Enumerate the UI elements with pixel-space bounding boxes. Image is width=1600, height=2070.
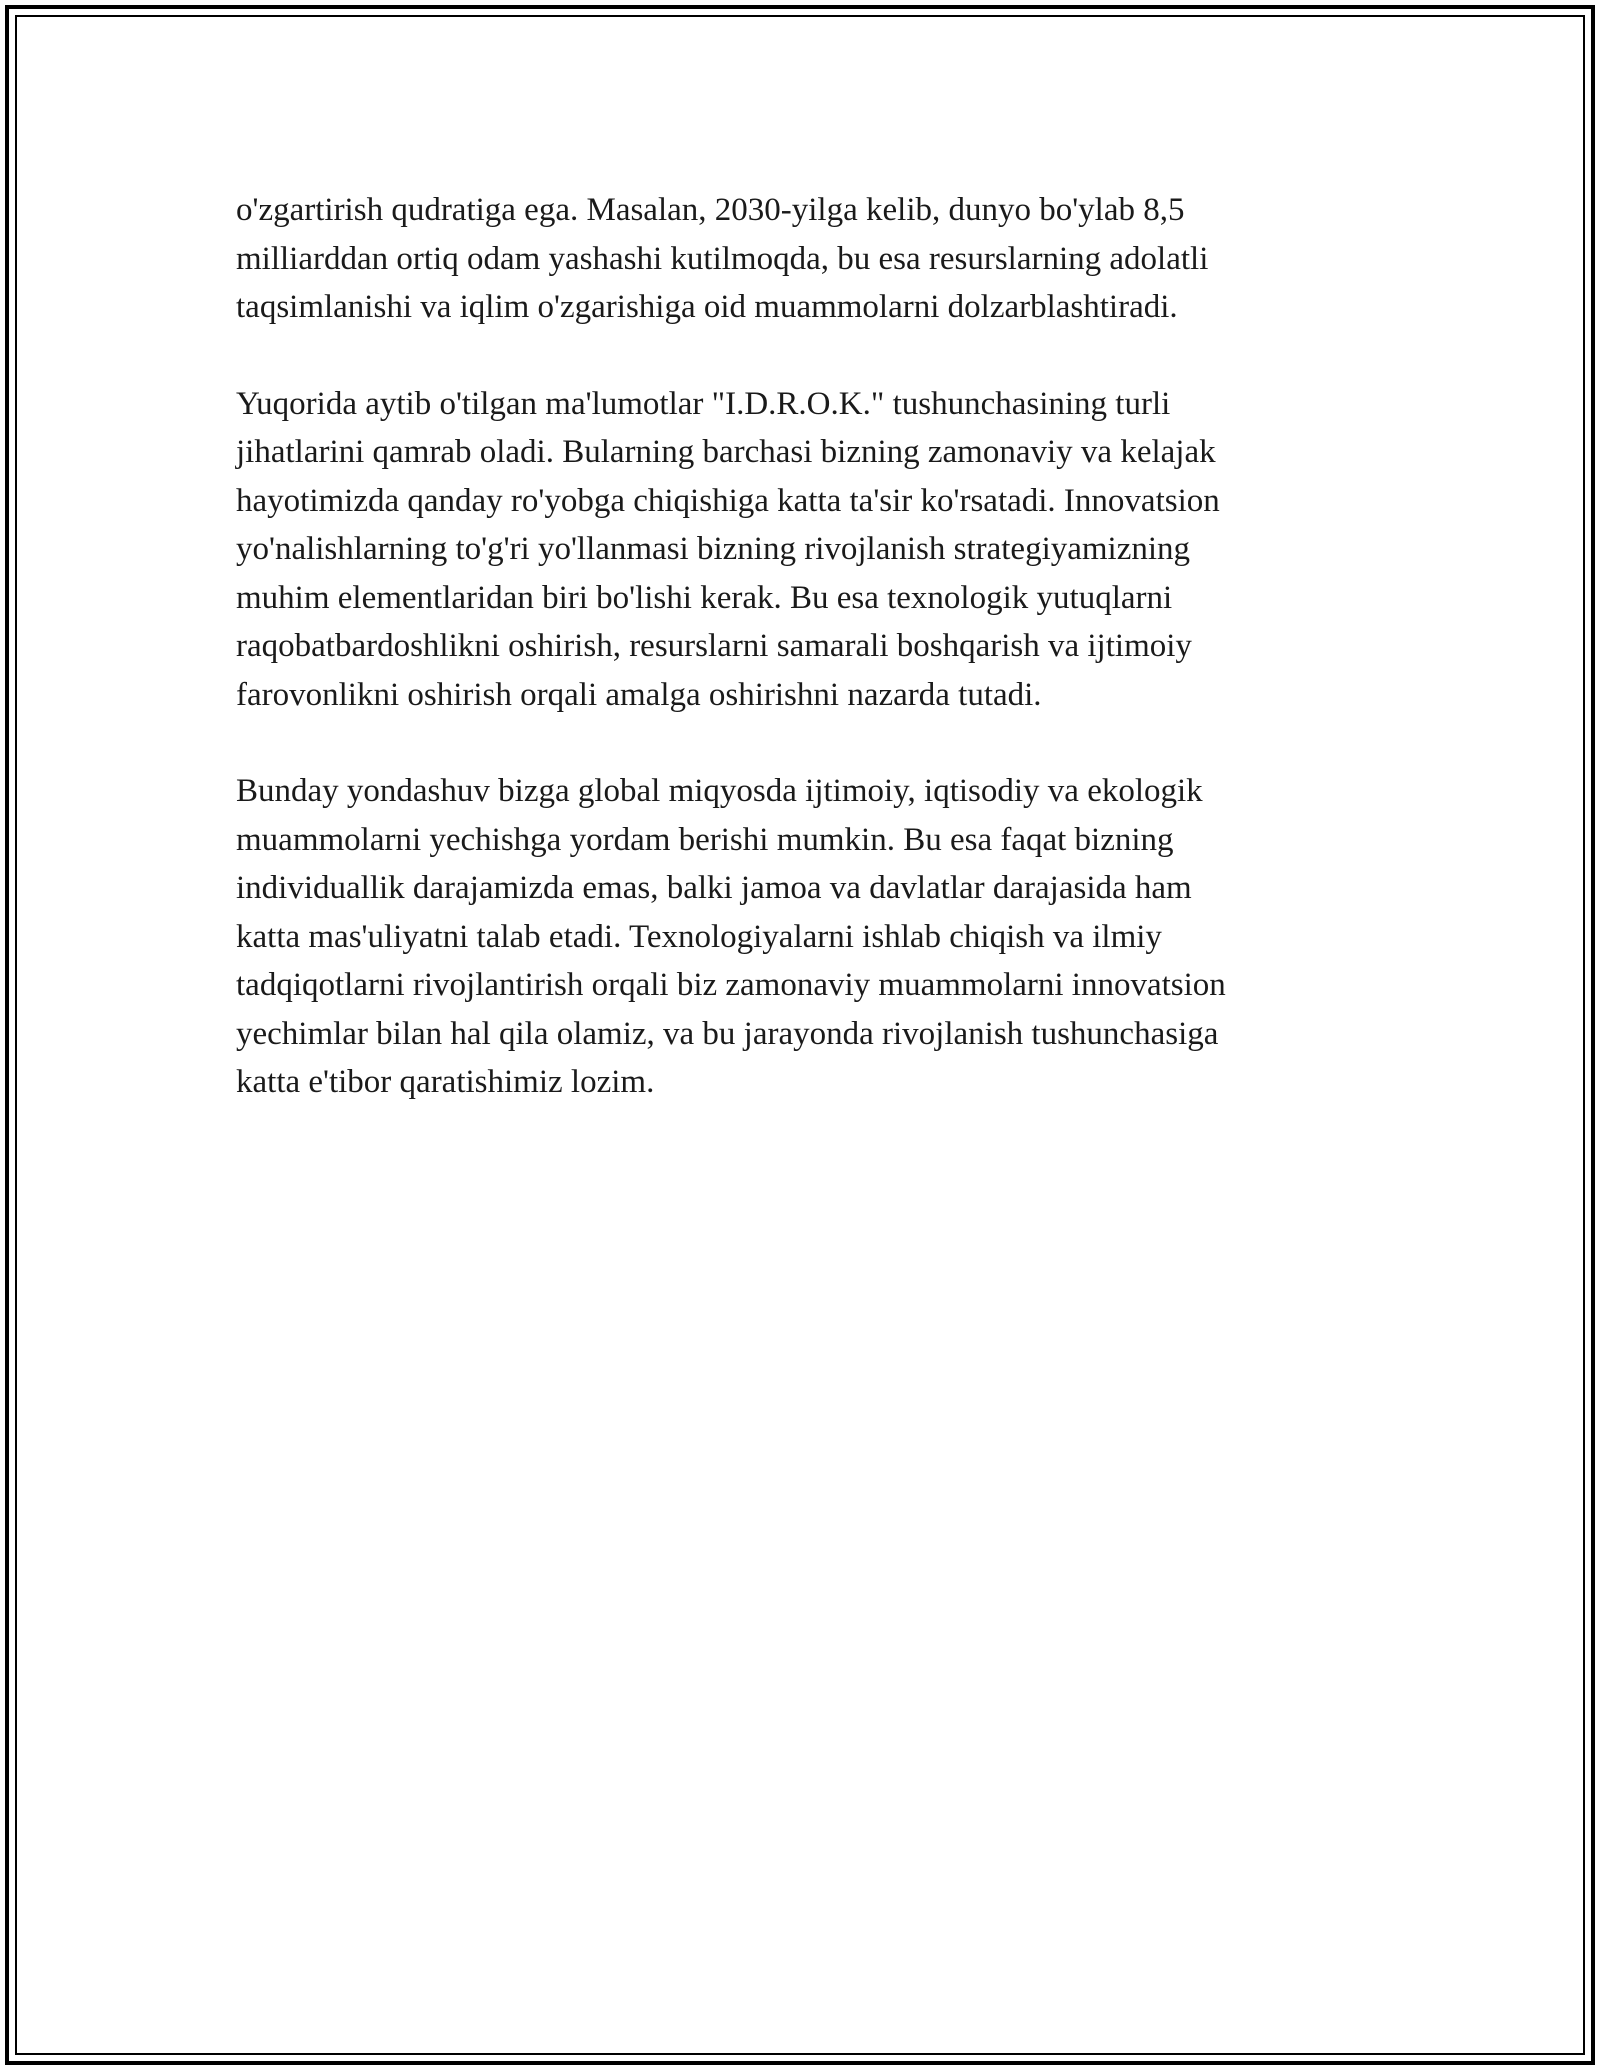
document-body [236,186,1366,1155]
paragraph-1: o'zgartirish qudratiga ega. Masalan, 2030-yilga kelib, dunyo bo'ylab 8,5 milliarddan ortiq odam yashashi kutilmoqda, bu esa resurslarning adolatli taqsimlanishi va iqlim o'zgarishiga oid muammolarni dolzarblashtiradi. [236,192,1209,325]
paragraph-3: Bunday yondashuv bizga global miqyosda ijtimoiy, iqtisodiy va ekologik muammolarni yechishga yordam berishi mumkin. Bu esa faqat bizning individuallik darajamizda emas, balki jamoa va davlatlar darajasida ham katta mas'uliyatni talab etadi. Texnologiyalarni ishlab chiqish va ilmiy tadqiqotlarni rivojlantirish orqali biz zamonaviy muammolarni innovatsion yechimlar bilan hal qila olamiz, va bu jarayonda rivojlanish tushunchasiga katta e'tibor qaratishimiz lozim. [236,773,1226,1100]
paragraph-2: Yuqorida aytib o'tilgan ma'lumotlar "I.D.R.O.K." tushunchasining turli jihatlarini qamrab oladi. Bularning barchasi bizning zamonaviy va kelajak hayotimizda qanday ro'yobga chiqishiga katta ta'sir ko'rsatadi. Innovatsion yo'nalishlarning to'g'ri yo'llanmasi bizning rivojlanish strategiyamizning muhim elementlaridan biri bo'lishi kerak. Bu esa texnologik yutuqlarni raqobatbardoshlikni oshirish, resurslarni samarali boshqarish va ijtimoiy farovonlikni oshirish orqali amalga oshirishni nazarda tutadi. [236,385,1220,713]
